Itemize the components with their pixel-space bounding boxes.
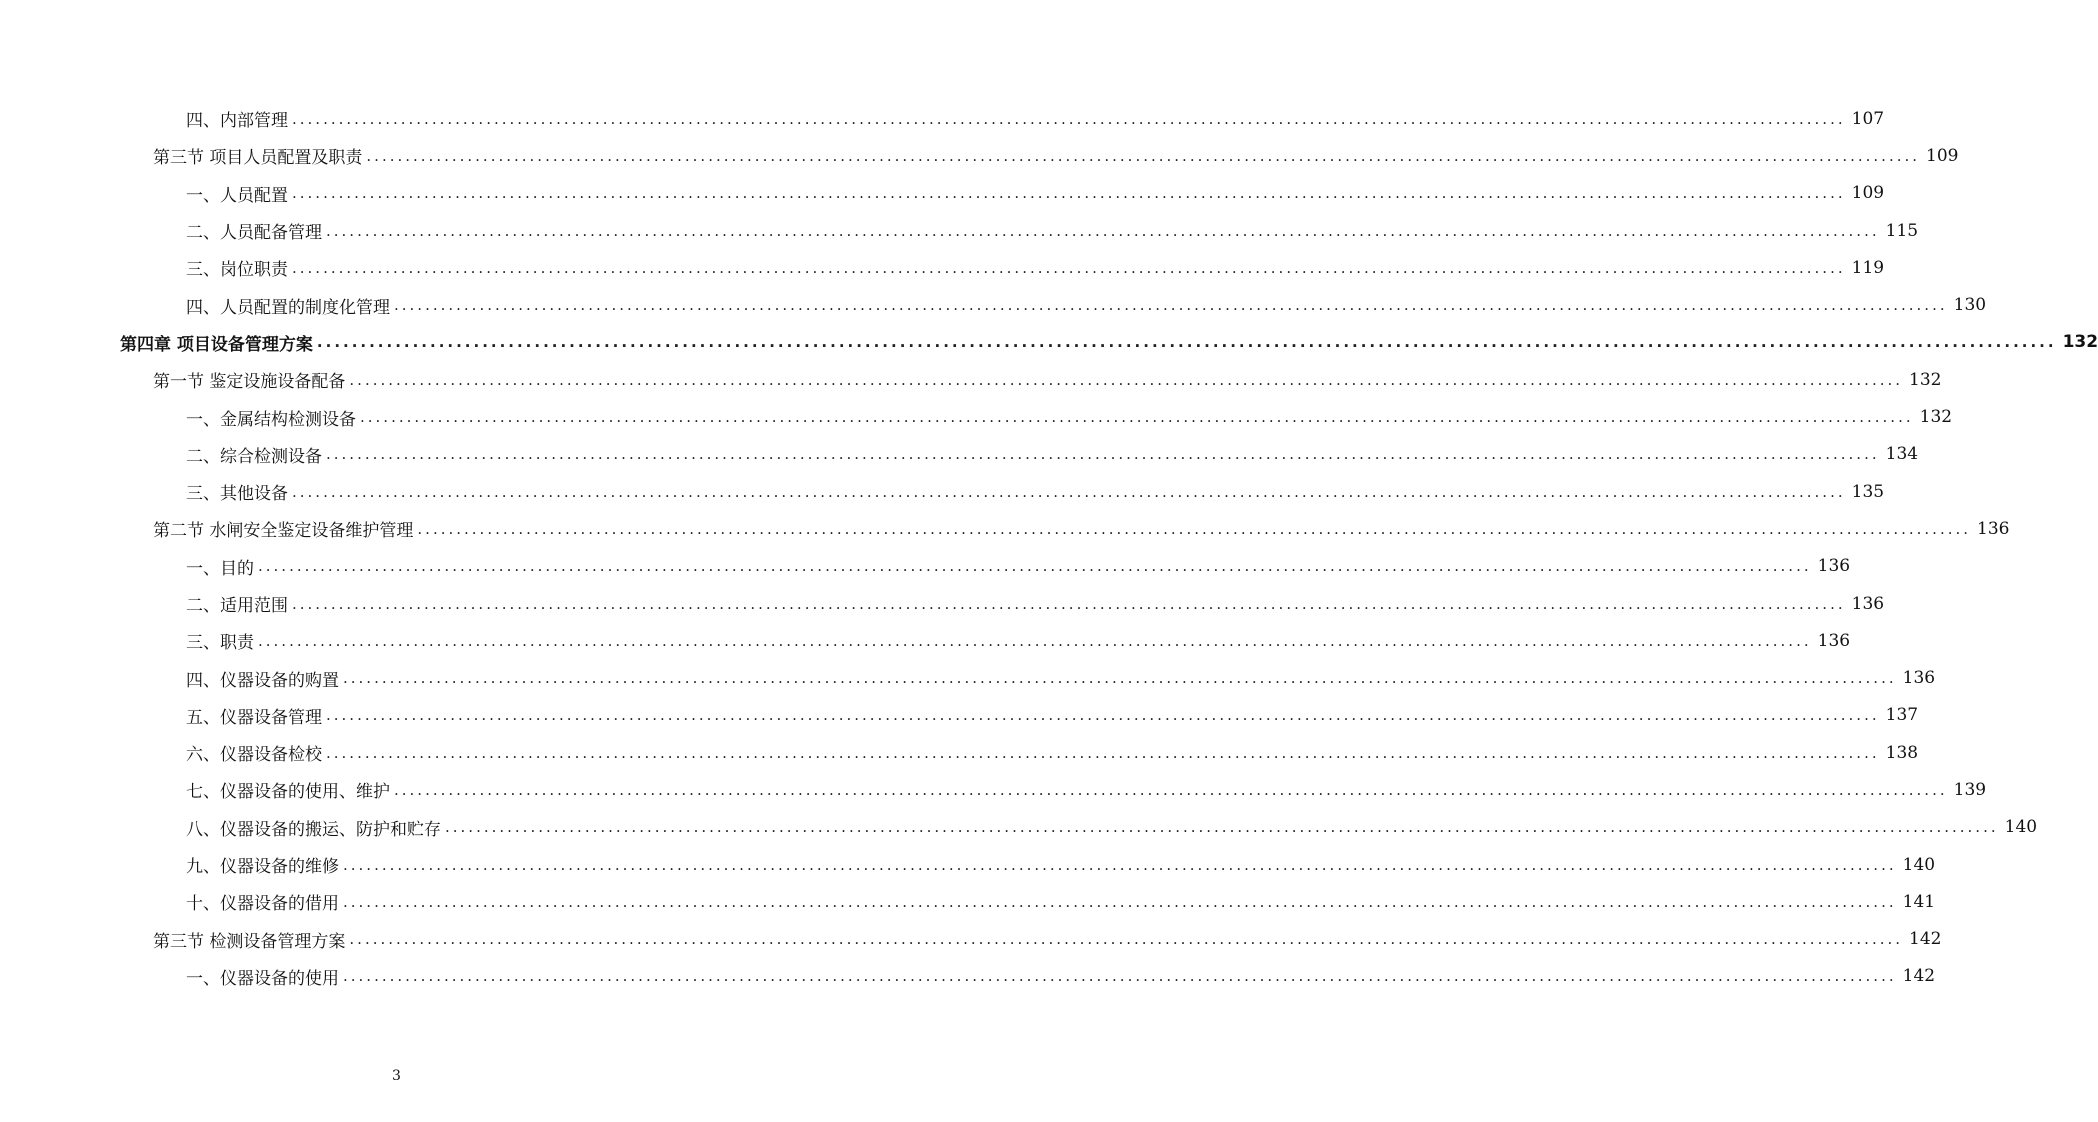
toc-entry-title: 第二节 水闸安全鉴定设备维护管理 [153,521,414,542]
toc-page-number: 135 [1851,481,1885,502]
toc-item-entry[interactable] [0,846,1936,883]
toc-entry-title: 第一节 鉴定设施设备配备 [153,372,346,393]
toc-entry-title: 第四章 项目设备管理方案 [120,334,313,355]
toc-entry-title: 二、综合检测设备 [186,446,322,467]
toc-item-entry[interactable] [0,249,1885,286]
toc-dot-leader: ........................................................................................................................................................................................................ [417,519,1972,538]
toc-page-number: 130 [1953,295,1987,316]
toc-page-number: 109 [1926,145,1959,166]
toc-dot-leader: ........................................................................................................................................................................................................ [349,930,1904,949]
toc-page-number: 132 [1919,407,1953,428]
toc-item-entry[interactable] [0,771,1987,808]
toc-entry-title: 一、目的 [186,558,254,579]
toc-item-entry[interactable] [0,585,1885,622]
toc-dot-leader: ........................................................................................................................................................................................................ [394,780,1948,799]
toc-chapter-entry[interactable] [0,324,2098,361]
toc-item-entry[interactable] [0,659,1936,696]
toc-dot-leader: ........................................................................................................................................................................................................ [394,296,1948,315]
toc-page-number: 115 [1885,220,1919,241]
toc-item-entry[interactable] [0,398,1953,435]
toc-entry-title: 一、仪器设备的使用 [186,968,339,989]
toc-dot-leader: ........................................................................................................................................................................................................ [326,221,1880,240]
toc-entry-title: 九、仪器设备的维修 [186,857,339,878]
toc-dot-leader: ........................................................................................................................................................................................................ [258,631,1812,650]
toc-page-number: 138 [1885,742,1919,763]
toc-item-entry[interactable] [0,175,1885,212]
toc-item-entry[interactable] [0,958,1936,995]
toc-item-entry[interactable] [0,697,1919,734]
toc-page-number: 137 [1885,705,1919,726]
toc-section-entry[interactable] [0,361,1942,398]
toc-dot-leader: ........................................................................................................................................................................................................ [326,743,1880,762]
toc-page-number: 107 [1851,108,1885,129]
toc-item-entry[interactable] [0,622,1851,659]
toc-page-number: 142 [1902,966,1936,987]
toc-dot-leader: ........................................................................................................................................................................................................ [292,482,1846,501]
toc-entry-title: 二、适用范围 [186,596,288,616]
toc-dot-leader: ........................................................................................................................................................................................................ [326,445,1880,464]
toc-dot-leader: ........................................................................................................................................................................................................ [292,258,1846,277]
toc-page-number: 139 [1953,779,1987,800]
toc-entry-title: 第三节 检测设备管理方案 [153,931,346,952]
toc-dot-leader: ........................................................................................................................................................................................................ [326,706,1880,725]
toc-entry-title: 七、仪器设备的使用、维护 [186,782,390,803]
toc-page-number: 119 [1851,257,1885,278]
toc-entry-title: 十、仪器设备的借用 [186,894,339,915]
toc-dot-leader: ........................................................................................................................................................................................................ [292,109,1846,128]
toc-entry-title: 三、职责 [186,633,254,654]
toc-entry-title: 三、其他设备 [186,484,288,505]
toc-item-entry[interactable] [0,734,1919,771]
toc-page-number: 142 [1909,929,1942,950]
toc-item-entry[interactable] [0,473,1885,510]
toc-dot-leader: ........................................................................................................................................................................................................ [349,370,1904,389]
toc-dot-leader: ........................................................................................................................................................................................................ [316,333,2057,352]
toc-entry-title: 第三节 项目人员配置及职责 [153,148,363,169]
toc-dot-leader: ........................................................................................................................................................................................................ [445,818,1999,837]
toc-item-entry[interactable] [0,809,2038,846]
toc-entry-title: 三、岗位职责 [186,260,288,281]
toc-page-number: 109 [1851,183,1885,204]
toc-item-entry[interactable] [0,883,1936,920]
toc-section-entry[interactable] [0,921,1942,958]
toc-dot-leader: ........................................................................................................................................................................................................ [343,967,1897,986]
toc-entry-title: 一、金属结构检测设备 [186,409,356,430]
toc-section-entry[interactable] [0,137,1959,174]
toc-page-number: 132 [2062,332,2098,353]
toc-entry-title: 四、内部管理 [186,111,288,132]
toc-item-entry[interactable] [0,286,1987,323]
toc-page-number: 136 [1817,556,1851,577]
toc-dot-leader: ........................................................................................................................................................................................................ [343,855,1897,874]
toc-dot-leader: ........................................................................................................................................................................................................ [292,184,1846,203]
toc-item-entry[interactable] [0,548,1851,585]
toc-page-number: 136 [1977,518,2010,539]
toc-entry-title: 六、仪器设备检校 [186,745,322,766]
toc-page-number: 132 [1909,369,1942,390]
toc-dot-leader: ........................................................................................................................................................................................................ [258,557,1812,576]
toc-entry-title: 四、人员配置的制度化管理 [186,297,390,318]
table-of-contents [0,100,2098,995]
toc-page-number: 140 [1902,854,1936,875]
page-number: 3 [392,1068,401,1084]
toc-dot-leader: ........................................................................................................................................................................................................ [343,892,1897,911]
toc-section-entry[interactable] [0,510,2010,547]
toc-entry-title: 一、人员配置 [186,185,288,206]
toc-entry-title: 二、人员配备管理 [186,223,322,244]
toc-page-number: 136 [1902,668,1936,689]
toc-page-number: 136 [1817,630,1851,651]
toc-entry-title: 五、仪器设备管理 [186,707,322,728]
toc-dot-leader: ........................................................................................................................................................................................................ [292,594,1846,613]
toc-page-number: 140 [2004,817,2038,838]
toc-entry-title: 八、仪器设备的搬运、防护和贮存 [186,819,441,840]
toc-item-entry[interactable] [0,436,1919,473]
toc-page-number: 136 [1851,593,1885,614]
toc-item-entry[interactable] [0,100,1885,137]
toc-item-entry[interactable] [0,212,1919,249]
toc-dot-leader: ........................................................................................................................................................................................................ [366,146,1921,165]
toc-page-number: 141 [1902,891,1936,912]
toc-dot-leader: ........................................................................................................................................................................................................ [360,408,1914,427]
toc-dot-leader: ........................................................................................................................................................................................................ [343,669,1897,688]
toc-page-number: 134 [1885,444,1919,465]
toc-entry-title: 四、仪器设备的购置 [186,670,339,691]
